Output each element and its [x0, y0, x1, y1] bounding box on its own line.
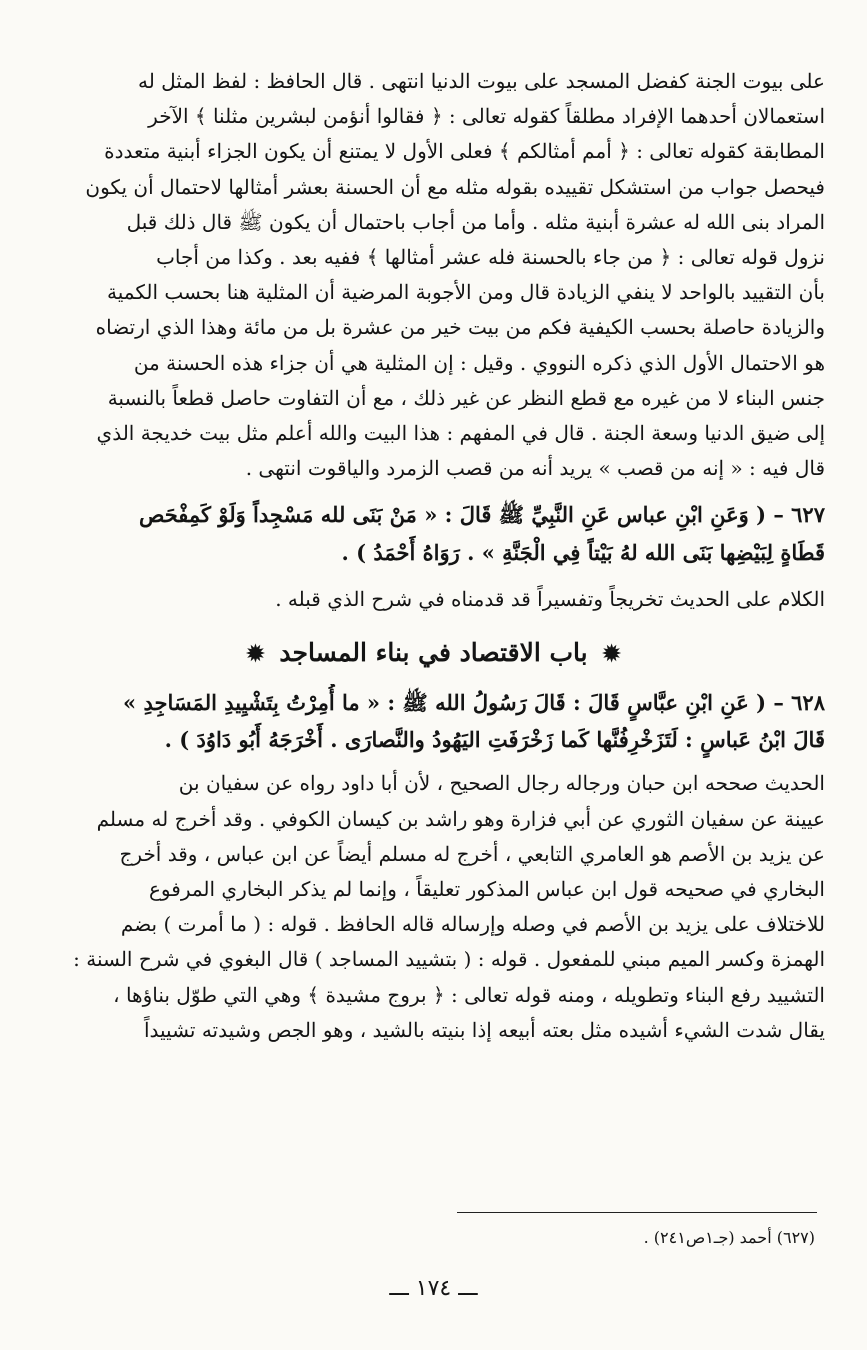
- text-line: المطابقة كقوله تعالى : ﴿ أمم أمثالكم ﴾ فعلى الأول لا يمتنع أن يكون الجزاء أبنية متعددة: [104, 139, 825, 164]
- text-line: استعمالان أحدهما الإفراد مطلقاً كقوله تعالى : ﴿ فقالوا أنؤمن لبشرين مثلنا ﴾ الآخر: [148, 104, 825, 129]
- text-line: المراد بنى الله له عشرة أبنية مثله . وأما من أجاب باحتمال أن يكون ﷺ قال ذلك قبل: [126, 209, 825, 234]
- page-number: ـــ ١٧٤ ـــ: [389, 1276, 478, 1301]
- text-line: فيحصل جواب من استشكل تقييده بقوله مثله مع أن الحسنة بعشر أمثالها لاحتمال أن يكون: [85, 174, 825, 199]
- text-line: الحديث صححه ابن حبان ورجاله رجال الصحيح ، لأن أبا داود رواه عن سفيان بن: [178, 771, 825, 796]
- note-line: الكلام على الحديث تخريجاً وتفسيراً قد قدمناه في شرح الذي قبله .: [275, 587, 825, 612]
- footnote: (٦٢٧) أحمد (جـ١ص٢٤١) .: [643, 1228, 815, 1247]
- commentary-paragraph-2: [42, 766, 825, 1048]
- hadith-628: [42, 684, 825, 758]
- text-line: قَطَاةٍ لِبَيْضِها بَنَى الله لهُ بَيْتاً فِي الْجَنَّةِ » . رَوَاهُ أَحْمَدُ ) .: [341, 540, 825, 566]
- text-line: ٦٢٨ – ( عَنِ ابْنِ عبَّاسٍ قَالَ : قَالَ رَسُولُ الله ﷺ : « ما أُمِرْتُ بِتَشْيِيدِ المَسَاجِدِ »: [123, 690, 825, 716]
- text-line: للاختلاف على يزيد بن الأصم في وصله وإرساله قاله الحافظ . قوله : ( ما أمرت ) بضم: [120, 912, 825, 937]
- section-title-text: باب الاقتصاد في بناء المساجد: [279, 638, 588, 668]
- text-line: إلى ضيق الدنيا وسعة الجنة . قال في المفهم : هذا البيت والله أعلم مثل بيت خديجة الذي: [96, 421, 825, 446]
- text-line: والزيادة حاصلة بحسب الكيفية فكم من بيت خير من عشرة بل من مائة وهذا الذي ارتضاه: [95, 315, 825, 340]
- text-line: جنس البناء لا من غيره مع قطع النظر عن غير ذلك ، مع أن التفاوت حاصل قطعاً بالنسبة: [107, 385, 825, 410]
- text-line: نزول قوله تعالى : ﴿ من جاء بالحسنة فله عشر أمثالها ﴾ ففيه بعد . وكذا من أجاب: [156, 245, 825, 270]
- text-line: الهمزة وكسر الميم مبني للمفعول . قوله : ( بتشييد المساجد ) قال البغوي في شرح السنة :: [73, 947, 825, 972]
- ornament-star-icon: ✹: [246, 641, 265, 668]
- text-line: البخاري في صحيحه قول ابن عباس المذكور تعليقاً ، وإنما لم يذكر البخاري المرفوع: [149, 877, 825, 902]
- hadith-627-note: [42, 582, 825, 617]
- hadith-627: [42, 496, 825, 572]
- text-line: عيينة عن سفيان الثوري عن أبي فزارة وهو راشد بن كيسان الكوفي . وقد أخرج له مسلم: [96, 806, 825, 831]
- text-line: قَالَ ابْنُ عَباسٍ : لَتَزَخْرِفُنَّها كَما زَخْرَفَتِ اليَهُودُ والنَّصارَى . أَخْرَجَهُ أَبُو دَاوُدَ ) .: [164, 727, 825, 753]
- text-line: ٦٢٧ – ( وَعَنِ ابْنِ عباس عَنِ النَّبِيِّ ﷺ قَالَ : « مَنْ بَنَى لله مَسْجِداً وَلَوْ كَمِفْحَص: [138, 502, 825, 528]
- commentary-paragraph: [42, 64, 825, 486]
- text-line: هو الاحتمال الأول الذي ذكره النووي . وقيل : إن المثلية هي أن جزاء هذه الحسنة من: [133, 350, 825, 375]
- text-line: بأن التقييد بالواحد لا ينفي الزيادة قال ومن الأجوبة المرضية أن المثلية هنا بحسب الكمية: [107, 280, 825, 305]
- text-line: عن يزيد بن الأصم هو العامري التابعي ، أخرج له مسلم أيضاً عن ابن عباس ، وقد أخرج: [119, 841, 825, 866]
- section-title: [42, 633, 825, 674]
- text-line: يقال شدت الشيء أشيده مثل بعته أبيعه إذا بنيته بالشيد ، وهو الجص وشيدته تشييداً: [143, 1017, 825, 1042]
- text-line: قال فيه : « إنه من قصب » يريد أنه من قصب الزمرد والياقوت انتهى .: [245, 456, 825, 481]
- footnote-divider: [457, 1212, 817, 1213]
- text-line: التشييد رفع البناء وتطويله ، ومنه قوله تعالى : ﴿ بروج مشيدة ﴾ وهي التي طوّل بناؤها ،: [113, 982, 825, 1007]
- ornament-star-icon: ✹: [602, 641, 621, 668]
- text-line: على بيوت الجنة كفضل المسجد على بيوت الدنيا انتهى . قال الحافظ : لفظ المثل له: [137, 69, 825, 93]
